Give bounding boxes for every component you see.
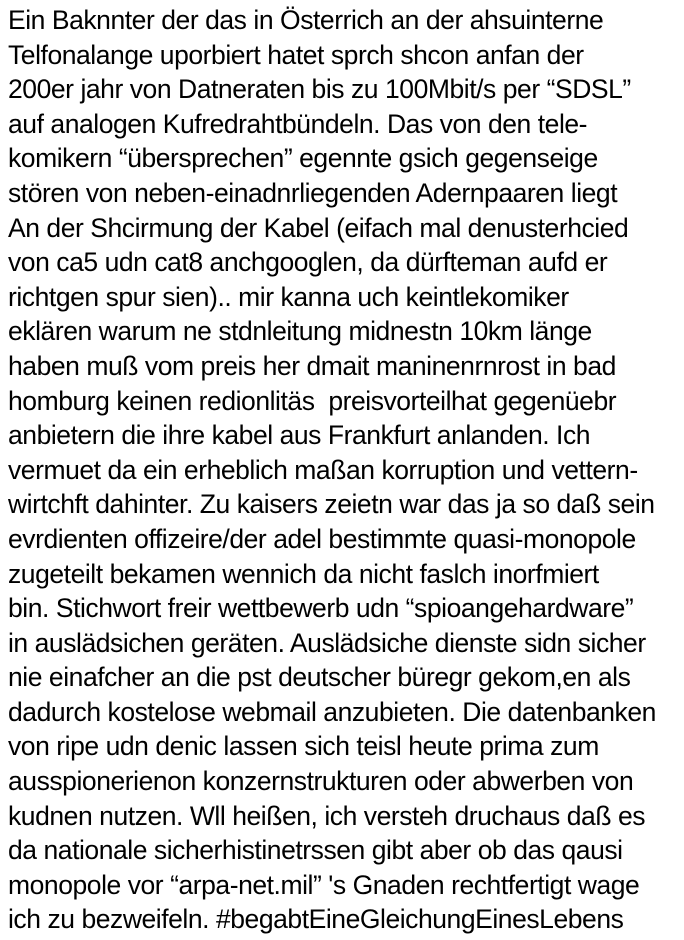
text-line: vermuet da ein erheblich maßan korruption und vettern-	[8, 454, 638, 485]
text-line: evrdienten offizeire/der adel bestimmte quasi-monopole	[8, 523, 636, 554]
text-line: eklären warum ne stdnleitung midnestn 10km länge	[8, 316, 592, 347]
text-line: von ripe udn denic lassen sich teisl heute prima zum	[8, 731, 599, 762]
text-line: wirtchft dahinter. Zu kaisers zeietn war das ja so daß sein	[8, 489, 655, 520]
text-line: komikern “übersprechen” egennte gsich gegenseige	[8, 143, 598, 174]
text-line: in auslädsichen geräten. Auslädsiche dienste sidn sicher	[8, 627, 646, 658]
text-line: stören von neben-einadnrliegenden Adernpaaren liegt	[8, 177, 618, 208]
text-line: da nationale sicherhistinetrssen gibt aber ob das qausi	[8, 835, 623, 866]
text-line: dadurch kostelose webmail anzubieten. Die datenbanken	[8, 696, 656, 727]
text-line: kudnen nutzen. Wll heißen, ich versteh druchaus daß es	[8, 800, 646, 831]
text-line: haben muß vom preis her dmait maninenrnrost in bad	[8, 350, 616, 381]
text-line: monopole vor “arpa-net.mil” 's Gnaden rechtfertigt wage	[8, 869, 640, 900]
text-line: zugeteilt bekamen wennich da nicht faslch inorfmiert	[8, 558, 599, 589]
text-line: Telfonalange uporbiert hatet sprch shcon anfan der	[8, 39, 584, 70]
text-line: nie einafcher an die pst deutscher büregr gekom,en als	[8, 662, 631, 693]
text-line: Ein Baknnter der das in Österrich an der ahsuinterne	[8, 5, 604, 35]
text-line: von ca5 udn cat8 anchgooglen, da dürfteman aufd er	[8, 247, 608, 278]
text-line: bin. Stichwort freir wettbewerb udn “spioangehardware”	[8, 593, 634, 624]
text-line: auf analogen Kufredrahtbündeln. Das von den tele-	[8, 108, 588, 139]
text-line: richtgen spur sien).. mir kanna uch keintlekomiker	[8, 281, 569, 312]
text-line: ausspionerienon konzernstrukturen oder abwerben von	[8, 766, 634, 797]
text-line: An der Shcirmung der Kabel (eifach mal denusterhcied	[8, 212, 629, 243]
text-line: ich zu bezweifeln. #begabtEineGleichungEinesLebens	[8, 904, 624, 935]
text-line: 200er jahr von Datneraten bis zu 100Mbit/s per “SDSL”	[8, 74, 631, 105]
text-line: anbietern die ihre kabel aus Frankfurt anlanden. Ich	[8, 420, 591, 451]
text-line: homburg keinen redionlitäs preisvorteilhat gegenüebr	[8, 385, 617, 416]
